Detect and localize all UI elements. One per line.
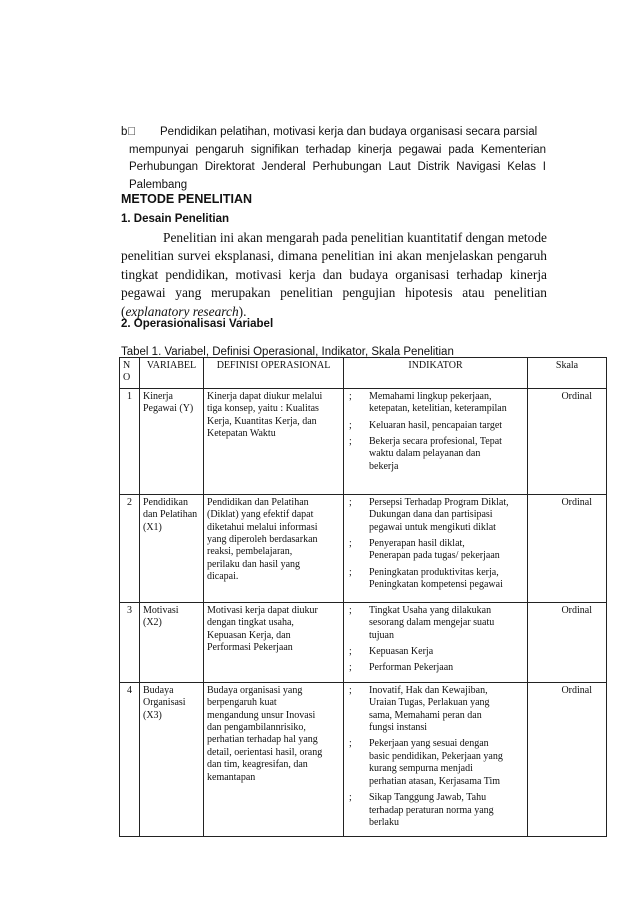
cell-variabel [140, 602, 204, 682]
indicator-item [347, 646, 524, 658]
hypothesis-line: Palembang [129, 178, 188, 191]
header-skala: Skala [528, 358, 607, 389]
variabel-line: Motivasi [143, 604, 179, 616]
cell-variabel [140, 494, 204, 602]
table-row [120, 602, 607, 682]
definisi-line: detail, oerientasi hasil, orang [207, 746, 323, 758]
variabel-line: Budaya [143, 684, 174, 696]
indicator-text [369, 662, 524, 674]
indicator-item [347, 662, 524, 674]
indicator-bullet: ; [349, 646, 352, 658]
definisi-line: diketahui melalui informasi [207, 521, 318, 533]
definisi-line: perilaku dan hasil yang [207, 558, 301, 570]
indicator-item [347, 792, 524, 829]
indicator-text [369, 391, 524, 416]
indicator-bullet: ; [349, 684, 352, 696]
definisi-line: mengandung unsur Inovasi [207, 709, 316, 721]
table-row [120, 388, 607, 494]
cell-definisi [204, 388, 344, 494]
definisi-line: Ketepatan Waktu [207, 428, 276, 440]
indicator-line: Uraian Tugas, Perlakuan yang [369, 697, 490, 709]
indicator-line: perhatian atasan, Kerjasama Tim [369, 775, 501, 787]
variabel-line: Pegawai (Y) [143, 403, 194, 415]
definisi-line: berpengaruh kuat [207, 697, 277, 709]
indicator-bullet: ; [349, 538, 352, 550]
indicator-bullet: ; [349, 419, 352, 431]
indicator-line: waktu dalam pelayanan dan [369, 448, 481, 460]
definisi-line: Pendidikan dan Pelatihan [207, 496, 309, 508]
hypothesis-item [121, 124, 546, 194]
cell-variabel [140, 682, 204, 836]
indicator-line: Tingkat Usaha yang dilakukan [369, 604, 492, 616]
indicator-bullet: ; [349, 738, 352, 750]
cell-definisi [204, 494, 344, 602]
indicator-text [369, 738, 524, 788]
cell-definisi [204, 682, 344, 836]
indicator-line: Memahami lingkup pekerjaan, [369, 390, 492, 402]
indicator-line: Penerapan pada tugas/ pekerjaan [369, 550, 500, 562]
cell-no: 2 [120, 494, 140, 602]
cell-skala: Ordinal [528, 682, 607, 836]
indicator-item [347, 391, 524, 416]
indicator-text [369, 685, 524, 735]
variable-table [119, 357, 607, 837]
section-heading: METODE PENELITIAN [121, 192, 253, 206]
indicator-line: Sikap Tanggung Jawab, Tahu [369, 792, 487, 804]
definisi-line: kemantapan [207, 771, 256, 783]
indicator-line: fungsi instansi [369, 722, 428, 734]
indicator-item [347, 567, 524, 592]
cell-no: 1 [120, 388, 140, 494]
method-paragraph [121, 229, 547, 321]
indicator-item [347, 538, 524, 563]
definisi-line: dicapai. [207, 571, 239, 583]
indicator-item [347, 605, 524, 642]
hypothesis-text-rest [121, 142, 546, 195]
cell-skala: Ordinal [528, 494, 607, 602]
definisi-line: perhatian terhadap hal yang [207, 734, 318, 746]
indicator-text [369, 792, 524, 829]
definisi-line: Kerja, Kuantitas Kerja, dan [207, 415, 317, 427]
definisi-line: Motivasi kerja dapat diukur [207, 604, 318, 616]
table-header-row [120, 358, 607, 389]
paragraph-line: tingkat pendidikan, motivasi kerja dan budaya organisasi terhadap kinerja [121, 266, 547, 282]
variabel-line: (X1) [143, 521, 162, 533]
variabel-line: dan Pelatihan [143, 509, 198, 521]
definisi-line: tiga konsep, yaitu : Kualitas [207, 403, 319, 415]
indicator-bullet: ; [349, 496, 352, 508]
variabel-line: Kinerja [143, 390, 173, 402]
header-definisi: DEFINISI OPERASIONAL [204, 358, 344, 389]
definisi-line: Budaya organisasi yang [207, 684, 303, 696]
paragraph-line: penelitian survei eksplanasi, dimana penelitian ini akan menjelaskan pengaruh [121, 248, 547, 264]
indicator-line: Inovatif, Hak dan Kewajiban, [369, 684, 488, 696]
cell-no: 3 [120, 602, 140, 682]
indicator-line: sesorang dalam mengejar suatu [369, 617, 495, 629]
indicator-line: Persepsi Terhadap Program Diklat, [369, 496, 509, 508]
header-variabel: VARIABEL [140, 358, 204, 389]
variabel-line: (X3) [143, 709, 162, 721]
indicator-line: Performan Pekerjaan [369, 662, 454, 674]
indicator-bullet: ; [349, 566, 352, 578]
indicator-line: Peningkatan kompetensi pegawai [369, 579, 503, 591]
definisi-line: Kepuasan Kerja, dan [207, 629, 291, 641]
indicator-line: Keluaran hasil, pencapaian target [369, 419, 503, 431]
indicator-item [347, 420, 524, 432]
definisi-line: reaksi, pembelajaran, [207, 546, 293, 558]
definisi-line: (Diklat) yang efektif dapat [207, 509, 314, 521]
definisi-line: dan tim, keagresifan, dan [207, 759, 308, 771]
cell-skala: Ordinal [528, 388, 607, 494]
paren-open: ( [121, 303, 126, 319]
indicator-text [369, 420, 524, 432]
definisi-line: dan pengambilannrisiko, [207, 722, 306, 734]
indicator-item [347, 685, 524, 735]
cell-skala: Ordinal [528, 602, 607, 682]
hypothesis-line: Perhubungan Direktorat Jenderal Perhubungan Laut Distrik Navigasi Kelas I [129, 161, 546, 173]
subsection-heading: 1. Desain Penelitian [121, 213, 230, 225]
variabel-line: Organisasi [143, 697, 186, 709]
indicator-text [369, 605, 524, 642]
indicator-line: Pekerjaan yang sesuai dengan [369, 738, 489, 750]
indicator-line: Dukungan dana dan partisipasi [369, 509, 493, 521]
hypothesis-text [121, 124, 546, 142]
indicator-bullet: ; [349, 792, 352, 804]
indicator-bullet: ; [349, 604, 352, 616]
definisi-line: dengan tingkat usaha, [207, 617, 294, 629]
indicator-bullet: ; [349, 390, 352, 402]
cell-variabel [140, 388, 204, 494]
indicator-item [347, 738, 524, 788]
cell-indikator [344, 388, 528, 494]
table-row [120, 682, 607, 836]
cell-definisi [204, 602, 344, 682]
indicator-line: kurang sempurna menjadi [369, 763, 473, 775]
indicator-line: bekerja [369, 460, 399, 472]
paren-close: ). [238, 303, 247, 319]
indicator-text [369, 567, 524, 592]
bullet-marker: b [121, 126, 128, 138]
indicator-line: Bekerja secara profesional, Tepat [369, 436, 502, 448]
indicator-line: Peningkatan produktivitas kerja, [369, 566, 499, 578]
italic-term: explanatory research [125, 303, 239, 319]
indicator-line: tujuan [369, 629, 394, 641]
indicator-line: ketepatan, ketelitian, keterampilan [369, 403, 507, 415]
table-row [120, 494, 607, 602]
indicator-bullet: ; [349, 436, 352, 448]
indicator-text [369, 646, 524, 658]
hypothesis-line: mempunyai pengaruh signifikan terhadap kinerja pegawai pada Kementerian [129, 143, 546, 156]
indicator-item [347, 497, 524, 534]
indicator-item [347, 436, 524, 473]
cell-indikator [344, 602, 528, 682]
indicator-text [369, 497, 524, 534]
header-indikator: INDIKATOR [344, 358, 528, 389]
cell-no: 4 [120, 682, 140, 836]
indicator-line: berlaku [369, 816, 399, 828]
indicator-text [369, 538, 524, 563]
indicator-line: basic pendidikan, Pekerjaan yang [369, 750, 503, 762]
paragraph-line: Penelitian ini akan mengarah pada penelitian kuantitatif dengan metode [163, 230, 547, 245]
variabel-line: (X2) [143, 617, 162, 629]
cell-indikator [344, 682, 528, 836]
header-no: N O [120, 358, 140, 389]
definisi-line: Kinerja dapat diukur melalui [207, 390, 323, 402]
indicator-line: pegawai untuk mengikuti diklat [369, 521, 496, 533]
variabel-line: Pendidikan [143, 496, 188, 508]
indicator-text [369, 436, 524, 473]
indicator-line: sama, Memahami peran dan [369, 709, 482, 721]
cell-indikator [344, 494, 528, 602]
indicator-line: terhadap peraturan norma yang [369, 804, 494, 816]
definisi-line: Performasi Pekerjaan [207, 642, 293, 654]
table-caption: Tabel 1. Variabel, Definisi Operasional, Indikator, Skala Penelitian [121, 346, 454, 358]
subsection-heading: 2. Operasionalisasi Variabel [121, 318, 274, 330]
indicator-line: Kepuasan Kerja [369, 646, 434, 658]
indicator-bullet: ; [349, 662, 352, 674]
hypothesis-line: Pendidikan pelatihan, motivasi kerja dan budaya organisasi secara parsial [160, 126, 538, 138]
indicator-line: Penyerapan hasil diklat, [369, 538, 465, 550]
definisi-line: yang diperoleh berdasarkan [207, 534, 318, 546]
paragraph-line: pegawai yang merupakan penelitian pengujian hipotesis atau penelitian [121, 285, 547, 301]
